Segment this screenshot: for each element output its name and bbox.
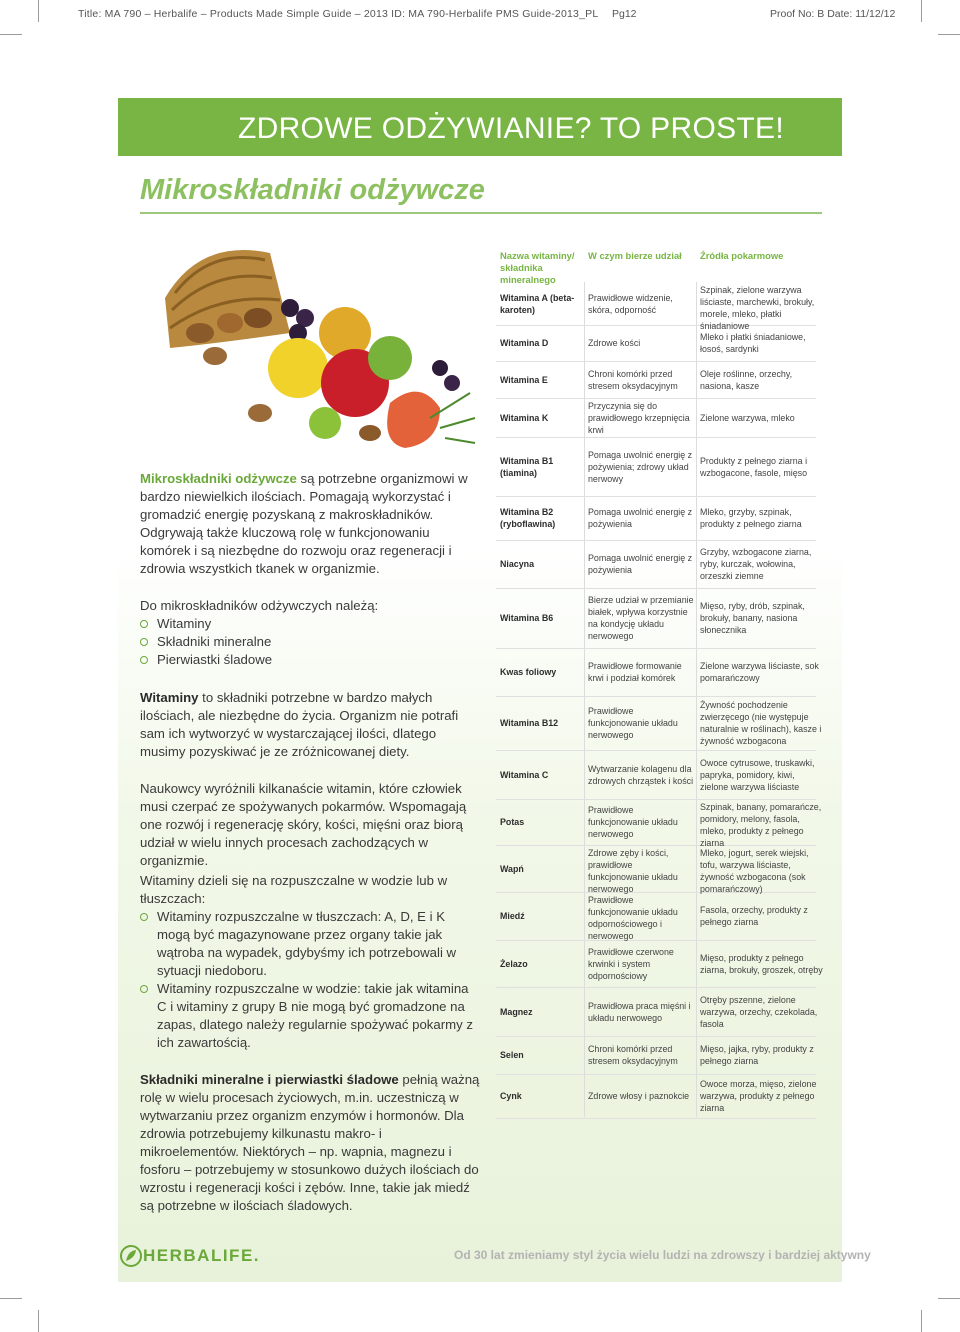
minerals-term: Składniki mineralne i pierwiastki śladowe [140, 1072, 399, 1087]
table-row [496, 750, 816, 800]
nutrient-sources: Szpinak, banany, pomarańcze, pomidory, melony, fasola, mleko, produkty z pełnego ziarna [700, 802, 822, 848]
list-item: Witaminy rozpuszczalne w tłuszczach: A, D, E i K mogą być magazynowane przez organy takie jak wątroba na wypadek, gdybyśmy ich potrzebowali w sytuacji niedoboru. [140, 908, 480, 980]
nutrient-role: Chroni komórki przed stresem oksydacyjnym [588, 368, 678, 391]
scientists-paragraph [140, 780, 480, 870]
intro-text: są potrzebne organizmowi w bardzo niewielkich ilościach. Pomagają wykorzystać i gromadzić energię pozyskaną z makroskładników. Odgrywają także kluczową rolę w funkcjonowaniu komórek i są niezbędne do rozwoju oraz regeneracji i zdrowia wszystkich tkanek w organizmie. [140, 471, 468, 576]
nutrient-role: Przyczynia się do prawidłowego krzepnięcia krwi [588, 401, 690, 435]
proof-bar [0, 0, 960, 28]
table-row [496, 987, 816, 1037]
table-row [496, 696, 822, 751]
table-row [496, 361, 816, 399]
crop-mark [921, 0, 922, 22]
nutrient-name: Witamina B12 [500, 718, 559, 728]
nutrient-sources: Mleko, jogurt, serek wiejski, tofu, warzywa liściaste, żywność wzbogacona (sok pomarańczowy) [700, 848, 809, 894]
herbalife-leaf-icon [120, 1245, 142, 1267]
table-header-sources: Źródła pokarmowe [700, 250, 784, 261]
crop-mark [0, 1298, 22, 1299]
nutrient-sources: Zielone warzywa liściaste, sok pomarańczowy [700, 661, 819, 683]
list-item: Składniki mineralne [140, 633, 480, 651]
nutrient-sources: Produkty z pełnego ziarna i wzbogacone, fasole, mięso [700, 455, 808, 478]
nutrient-name: Witamina K [500, 412, 549, 423]
micronutrient-list [140, 597, 480, 669]
vitamin-types [140, 872, 480, 1052]
nutrient-role: Prawidłowe formowanie krwi i podział komórek [588, 661, 682, 683]
nutrient-role: Prawidłowe funkcjonowanie układu nerwowego [588, 706, 678, 740]
table-row [496, 325, 816, 362]
nutrient-role: Prawidłowe funkcjonowanie układu nerwowego [588, 805, 678, 839]
vitamin-types-intro: Witaminy dzieli się na rozpuszczalne w wodzie lub w tłuszczach: [140, 873, 448, 906]
nutrient-sources: Mleko, grzyby, szpinak, produkty z pełnego ziarna [700, 507, 802, 529]
crop-mark [938, 1298, 960, 1299]
proof-page: Pg12 [612, 8, 637, 20]
nutrient-name: Wapń [500, 863, 524, 874]
nutrient-name: Miedź [500, 911, 525, 921]
nutrient-role: Prawidłowe czerwone krwinki i system odpornościowy [588, 946, 674, 981]
nutrient-name: Witamina B2 (ryboflawina) [500, 507, 556, 529]
nutrient-name: Witamina D [500, 338, 549, 348]
vitamins-term: Witaminy [140, 690, 199, 705]
scientists-text: Naukowcy wyróżnili kilkanaście witamin, które człowiek musi czerpać ze spożywanych pokarmów. Wspomagają one rozwój i regenerację skóry, kości, mięśni oraz biorą udział w wielu innych procesach zachodzących w organizmie. [140, 781, 467, 868]
nutrient-name: Magnez [500, 1006, 533, 1017]
vitamins-paragraph [140, 689, 480, 761]
nutrient-name: Cynk [500, 1091, 522, 1101]
nutrient-name: Witamina A (beta-karoten) [500, 292, 575, 315]
page-title: ZDROWE ODŻYWIANIE? TO PROSTE! [238, 112, 784, 145]
table-header-name: Nazwa witaminy/ składnika mineralnego [500, 250, 575, 285]
nutrient-name: Witamina B1 (tiamina) [500, 455, 554, 478]
nutrient-sources: Mleko i płatki śniadaniowe, łosoś, sardynki [700, 332, 806, 354]
nutrient-name: Żelazo [500, 958, 528, 969]
nutrient-sources: Mięso, jajka, ryby, produkty z pełnego ziarna [700, 1044, 814, 1066]
table-row [496, 588, 816, 649]
nutrient-role: Zdrowe zęby i kości, prawidłowe funkcjonowanie układu nerwowego [588, 848, 678, 894]
nutrient-sources: Żywność pochodzenie zwierzęcego (nie występuje naturalnie w roślinach), kasze i żywność wzbogacona [700, 700, 822, 746]
minerals-text: pełnią ważną rolę w wielu procesach życiowych, m.in. uczestniczą w wytwarzaniu przez organizm enzymów i hormonów. Dla zdrowia potrzebujemy kilkunastu makro- i mikroelementów. Niektórych – np. wapnia, magnezu i fosforu – potrzebujemy w stosunkowo dużych ilościach do wzrostu i regeneracji kości i zębów. Inne, takie jak miedź są potrzebne w ilościach śladowych. [140, 1072, 480, 1213]
nutrient-role: Pomaga uwolnić energię z pożywienia [588, 507, 693, 529]
nutrient-sources: Mięso, produkty z pełnego ziarna, brokuły, groszek, otręby [700, 952, 823, 975]
nutrient-sources: Fasola, orzechy, produkty z pełnego ziarna [700, 905, 808, 927]
nutrient-role: Prawidłowe widzenie, skóra, odporność [588, 292, 673, 315]
crop-mark [921, 1310, 922, 1332]
nutrient-role: Zdrowe włosy i paznokcie [588, 1091, 690, 1101]
nutrient-role: Bierze udział w przemianie białek, wpływa korzystnie na kondycję układu nerwowego [588, 595, 694, 641]
table-row [496, 437, 816, 497]
nutrient-role: Prawidłowe funkcjonowanie układu odpornościowego i nerwowego [588, 895, 678, 941]
table-row [496, 540, 816, 589]
nutrient-sources: Owoce cytrusowe, truskawki, papryka, pomidory, kiwi, zielone warzywa liściaste [700, 757, 815, 792]
table-row [496, 282, 816, 331]
title-divider [140, 212, 822, 214]
nutrient-sources: Zielone warzywa, mleko [700, 412, 795, 423]
list-item: Pierwiastki śladowe [140, 651, 480, 669]
table-row [496, 398, 816, 438]
nutrient-role: Zdrowe kości [588, 338, 641, 348]
nutrient-name: Selen [500, 1050, 524, 1060]
nutrient-name: Niacyna [500, 559, 535, 569]
table-row [496, 845, 816, 893]
nutrient-name: Witamina E [500, 374, 548, 385]
fruit-basket-illustration [140, 238, 485, 453]
minerals-paragraph [140, 1071, 480, 1215]
nutrient-role: Pomaga uwolnić energię z pożywienia; zdrowy układ nerwowy [588, 449, 693, 484]
header-band [118, 98, 842, 156]
list-intro: Do mikroskładników odżywczych należą: [140, 598, 379, 613]
crop-mark [938, 34, 960, 35]
intro-term: Mikroskładniki odżywcze [140, 471, 297, 486]
nutrient-name: Witamina B6 [500, 613, 554, 623]
nutrient-name: Potas [500, 817, 525, 827]
nutrient-role: Pomaga uwolnić energię z pożywienia [588, 553, 693, 575]
nutrient-role: Prawidłowa praca mięśni i układu nerwowego [588, 1000, 691, 1023]
proof-date: Proof No: B Date: 11/12/12 [770, 8, 896, 20]
list-item: Witaminy rozpuszczalne w wodzie: takie jak witamina C i witaminy z grupy B nie mogą być gromadzone na zapas, dlatego należy regularnie spożywać pokarmy z ich zawartością. [140, 980, 480, 1052]
table-header-role: W czym bierze udział [588, 250, 682, 261]
table-row [496, 648, 819, 697]
nutrient-sources: Oleje roślinne, orzechy, nasiona, kasze [700, 368, 793, 391]
table-row [496, 1036, 816, 1075]
nutrient-role: Wytwarzanie kolagenu dla zdrowych chrząstek i kości [588, 763, 694, 786]
nutrient-role: Chroni komórki przed stresem oksydacyjnym [588, 1044, 678, 1066]
footer-tagline: Od 30 lat zmieniamy styl życia wielu ludzi na zdrowszy i bardziej aktywny [454, 1248, 871, 1262]
table-row [496, 1074, 816, 1119]
herbalife-logo: HERBALIFE. [143, 1246, 260, 1265]
nutrient-name: Witamina C [500, 769, 549, 780]
nutrient-sources: Otręby pszenne, zielone warzywa, orzechy, czekolada, fasola [700, 994, 818, 1029]
section-title: Mikroskładniki odżywcze [140, 174, 485, 206]
nutrient-sources: Szpinak, zielone warzywa liściaste, marchewki, brokuły, morele, mleko, płatki śniadaniowe [700, 285, 815, 331]
crop-mark [38, 1310, 39, 1332]
table-row [496, 799, 822, 848]
table-row [496, 892, 816, 941]
proof-title: Title: MA 790 – Herbalife – Products Made Simple Guide – 2013 ID: MA 790-Herbalife PMS Guide-2013_PL [78, 8, 599, 20]
nutrient-sources: Grzyby, wzbogacone ziarna, ryby, kurczak, wołowina, orzeszki ziemne [700, 547, 812, 581]
nutrient-name: Kwas foliowy [500, 667, 557, 677]
vitamins-text: to składniki potrzebne w bardzo małych ilościach, ale niezbędne do życia. Organizm nie potrafi sam ich wytworzyć w wystarczającej ilości, dlatego musimy pozyskiwać je ze zróżnicowanej diety. [140, 690, 459, 759]
intro-paragraph [140, 470, 480, 578]
table-row [496, 940, 823, 988]
crop-mark [0, 34, 22, 35]
nutrient-sources: Owoce morza, mięso, zielone warzywa, produkty z pełnego ziarna [700, 1079, 817, 1113]
table-row [496, 496, 816, 541]
list-item: Witaminy [140, 615, 480, 633]
crop-mark [38, 0, 39, 22]
nutrient-sources: Mięso, ryby, drób, szpinak, brokuły, banany, nasiona słonecznika [700, 601, 805, 635]
